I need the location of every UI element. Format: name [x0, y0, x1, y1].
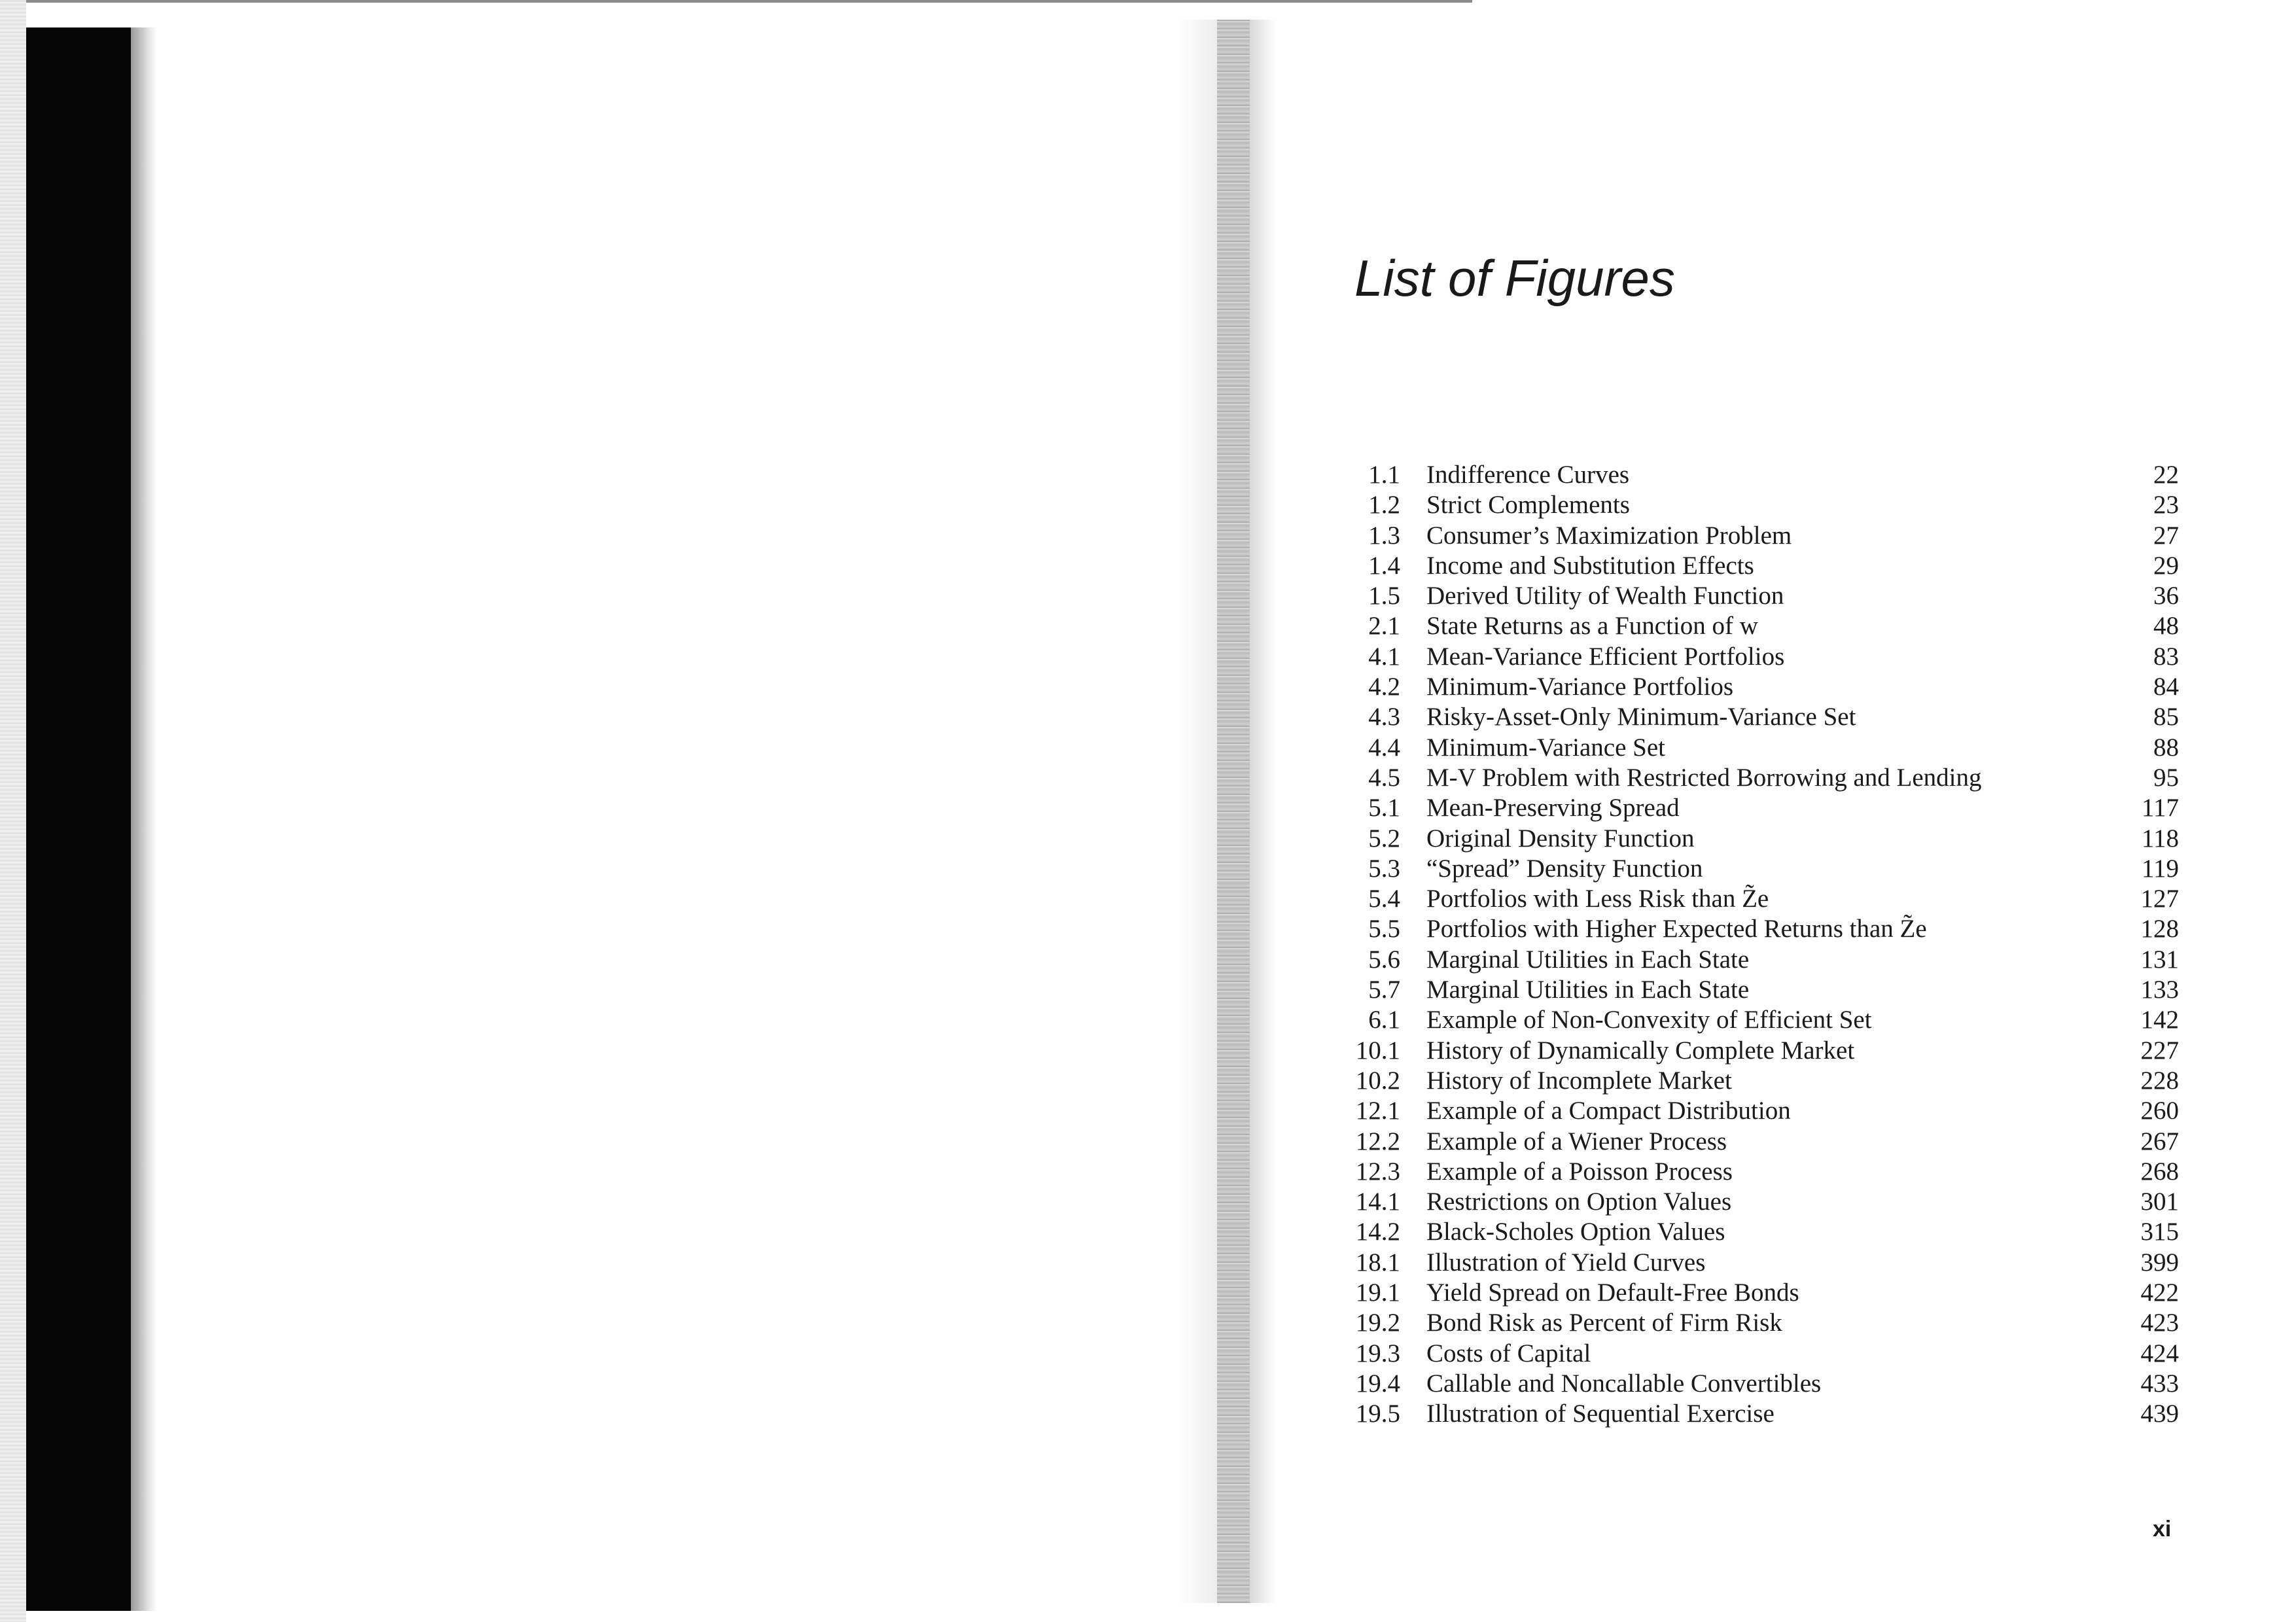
figure-number: 12.1: [1355, 1097, 1400, 1125]
page-number: xi: [2153, 1517, 2172, 1542]
figure-entry: [1328, 824, 2179, 854]
figure-entry: [1328, 884, 2179, 914]
figure-number: 5.7: [1368, 976, 1400, 1004]
figure-title: Minimum-Variance Set: [1426, 733, 1665, 762]
figure-entry: [1328, 1248, 2179, 1278]
figure-title: Example of a Poisson Process: [1426, 1157, 1733, 1186]
figure-title: “Spread” Density Function: [1426, 854, 1703, 883]
figure-page-number: 27: [2153, 521, 2179, 550]
figure-number: 1.5: [1368, 582, 1400, 610]
figure-page-number: 88: [2153, 733, 2179, 762]
figure-entry: [1328, 1005, 2179, 1035]
figure-page-number: 315: [2140, 1218, 2179, 1246]
figure-entry: [1328, 1096, 2179, 1126]
figure-number: 18.1: [1355, 1248, 1400, 1277]
figure-entry: [1328, 1399, 2179, 1429]
figure-title: Consumer’s Maximization Problem: [1426, 521, 1792, 550]
figure-entry: [1328, 763, 2179, 793]
figure-number: 19.1: [1355, 1278, 1400, 1307]
figure-page-number: 424: [2140, 1339, 2179, 1367]
figure-title: Strict Complements: [1426, 491, 1630, 520]
figure-entry: [1328, 611, 2179, 641]
figure-entry: [1328, 1217, 2179, 1247]
figure-title: Illustration of Sequential Exercise: [1426, 1400, 1775, 1428]
scan-binding-shadow: [26, 27, 131, 1611]
figure-page-number: 85: [2153, 703, 2179, 732]
figure-page-number: 301: [2140, 1188, 2179, 1216]
figure-entry: [1328, 1187, 2179, 1217]
figure-page-number: 422: [2140, 1278, 2179, 1307]
figure-number: 4.3: [1368, 703, 1400, 732]
figure-page-number: 118: [2141, 824, 2179, 853]
figure-entry: [1328, 1308, 2179, 1338]
scan-binding-fade: [131, 27, 157, 1611]
figure-title: Indifference Curves: [1426, 461, 1630, 489]
figure-number: 5.2: [1368, 824, 1400, 853]
figure-title: Marginal Utilities in Each State: [1426, 976, 1750, 1004]
scan-top-rule: [0, 0, 1472, 3]
figure-page-number: 95: [2153, 763, 2179, 792]
figure-entry: [1328, 702, 2179, 732]
figure-number: 10.1: [1355, 1036, 1400, 1065]
figure-title: Black-Scholes Option Values: [1426, 1218, 1725, 1246]
figure-title: Risky-Asset-Only Minimum-Variance Set: [1426, 703, 1856, 732]
figure-number: 4.5: [1368, 763, 1400, 792]
figure-title: Yield Spread on Default-Free Bonds: [1426, 1278, 1799, 1307]
figure-number: 5.1: [1368, 794, 1400, 822]
figure-page-number: 133: [2140, 976, 2179, 1004]
figure-number: 14.2: [1355, 1218, 1400, 1246]
figure-title: Example of a Wiener Process: [1426, 1127, 1727, 1155]
figure-number: 12.2: [1355, 1127, 1400, 1155]
figure-entry: [1328, 1278, 2179, 1308]
figure-number: 14.1: [1355, 1188, 1400, 1216]
figure-page-number: 117: [2141, 794, 2179, 822]
figure-page-number: 227: [2140, 1036, 2179, 1065]
figure-page-number: 84: [2153, 673, 2179, 701]
figure-title: History of Incomplete Market: [1426, 1066, 1732, 1095]
figure-number: 19.5: [1355, 1400, 1400, 1428]
figure-page-number: 228: [2140, 1066, 2179, 1095]
figure-entry: [1328, 521, 2179, 551]
figure-title: Restrictions on Option Values: [1426, 1188, 1732, 1216]
figure-number: 4.2: [1368, 673, 1400, 701]
figure-entry: [1328, 975, 2179, 1005]
figure-title: Example of a Compact Distribution: [1426, 1097, 1791, 1125]
figure-entry: [1328, 1339, 2179, 1369]
figure-entry: [1328, 672, 2179, 702]
page-title: List of Figures: [1354, 249, 1675, 307]
figure-number: 6.1: [1368, 1006, 1400, 1034]
figure-title: Original Density Function: [1426, 824, 1695, 853]
book-gutter: [1217, 20, 1250, 1603]
figure-page-number: 22: [2153, 461, 2179, 489]
figure-page-number: 423: [2140, 1309, 2179, 1337]
figure-number: 19.3: [1355, 1339, 1400, 1367]
figure-number: 5.5: [1368, 915, 1400, 943]
figure-page-number: 142: [2140, 1006, 2179, 1034]
figure-number: 19.4: [1355, 1369, 1400, 1398]
figure-page-number: 127: [2140, 885, 2179, 913]
figure-page-number: 131: [2140, 945, 2179, 974]
figure-title: Mean-Variance Efficient Portfolios: [1426, 642, 1785, 671]
figure-entry: [1328, 1127, 2179, 1157]
figure-page-number: 83: [2153, 642, 2179, 671]
figure-entry: [1328, 1157, 2179, 1187]
figure-page-number: 439: [2140, 1400, 2179, 1428]
figure-page-number: 119: [2141, 854, 2179, 883]
gutter-fade-right: [1250, 20, 1276, 1603]
figure-number: 1.2: [1368, 491, 1400, 520]
figure-number: 5.4: [1368, 885, 1400, 913]
figure-list: [1328, 460, 2179, 1430]
figure-title: Marginal Utilities in Each State: [1426, 945, 1750, 974]
figure-number: 19.2: [1355, 1309, 1400, 1337]
figure-page-number: 433: [2140, 1369, 2179, 1398]
figure-title: Income and Substitution Effects: [1426, 551, 1754, 580]
figure-entry: [1328, 551, 2179, 581]
figure-title: Callable and Noncallable Convertibles: [1426, 1369, 1822, 1398]
figure-title: History of Dynamically Complete Market: [1426, 1036, 1855, 1065]
figure-title: Costs of Capital: [1426, 1339, 1591, 1367]
figure-page-number: 267: [2140, 1127, 2179, 1155]
figure-page-number: 268: [2140, 1157, 2179, 1186]
figure-entry: [1328, 945, 2179, 975]
figure-page-number: 48: [2153, 612, 2179, 641]
figure-entry: [1328, 1036, 2179, 1066]
figure-number: 4.1: [1368, 642, 1400, 671]
gutter-fade-left: [1178, 20, 1217, 1603]
figure-page-number: 128: [2140, 915, 2179, 943]
figure-entry: [1328, 581, 2179, 611]
figure-page-number: 23: [2153, 491, 2179, 520]
figure-title: Illustration of Yield Curves: [1426, 1248, 1706, 1277]
figure-number: 5.6: [1368, 945, 1400, 974]
figure-entry: [1328, 793, 2179, 823]
figure-page-number: 36: [2153, 582, 2179, 610]
figure-entry: [1328, 1066, 2179, 1096]
figure-entry: [1328, 914, 2179, 944]
figure-title: Minimum-Variance Portfolios: [1426, 673, 1734, 701]
figure-number: 12.3: [1355, 1157, 1400, 1186]
figure-number: 1.3: [1368, 521, 1400, 550]
figure-entry: [1328, 490, 2179, 520]
figure-entry: [1328, 1369, 2179, 1399]
figure-page-number: 399: [2140, 1248, 2179, 1277]
figure-entry: [1328, 733, 2179, 763]
figure-entry: [1328, 642, 2179, 672]
figure-title: Derived Utility of Wealth Function: [1426, 582, 1784, 610]
figure-title: M-V Problem with Restricted Borrowing and Lending: [1426, 763, 1982, 792]
figure-number: 1.4: [1368, 551, 1400, 580]
figure-entry: [1328, 854, 2179, 884]
figure-number: 4.4: [1368, 733, 1400, 762]
figure-number: 2.1: [1368, 612, 1400, 641]
scan-left-edge: [0, 0, 26, 1622]
figure-number: 10.2: [1355, 1066, 1400, 1095]
figure-title: Portfolios with Higher Expected Returns than Z̃e: [1426, 915, 1927, 943]
figure-title: Mean-Preserving Spread: [1426, 794, 1680, 822]
figure-entry: [1328, 460, 2179, 490]
figure-title: Example of Non-Convexity of Efficient Set: [1426, 1006, 1872, 1034]
figure-title: State Returns as a Function of w: [1426, 612, 1758, 641]
figure-title: Bond Risk as Percent of Firm Risk: [1426, 1309, 1782, 1337]
figure-title: Portfolios with Less Risk than Z̃e: [1426, 885, 1769, 913]
figure-page-number: 260: [2140, 1097, 2179, 1125]
figure-number: 1.1: [1368, 461, 1400, 489]
figure-number: 5.3: [1368, 854, 1400, 883]
figure-page-number: 29: [2153, 551, 2179, 580]
